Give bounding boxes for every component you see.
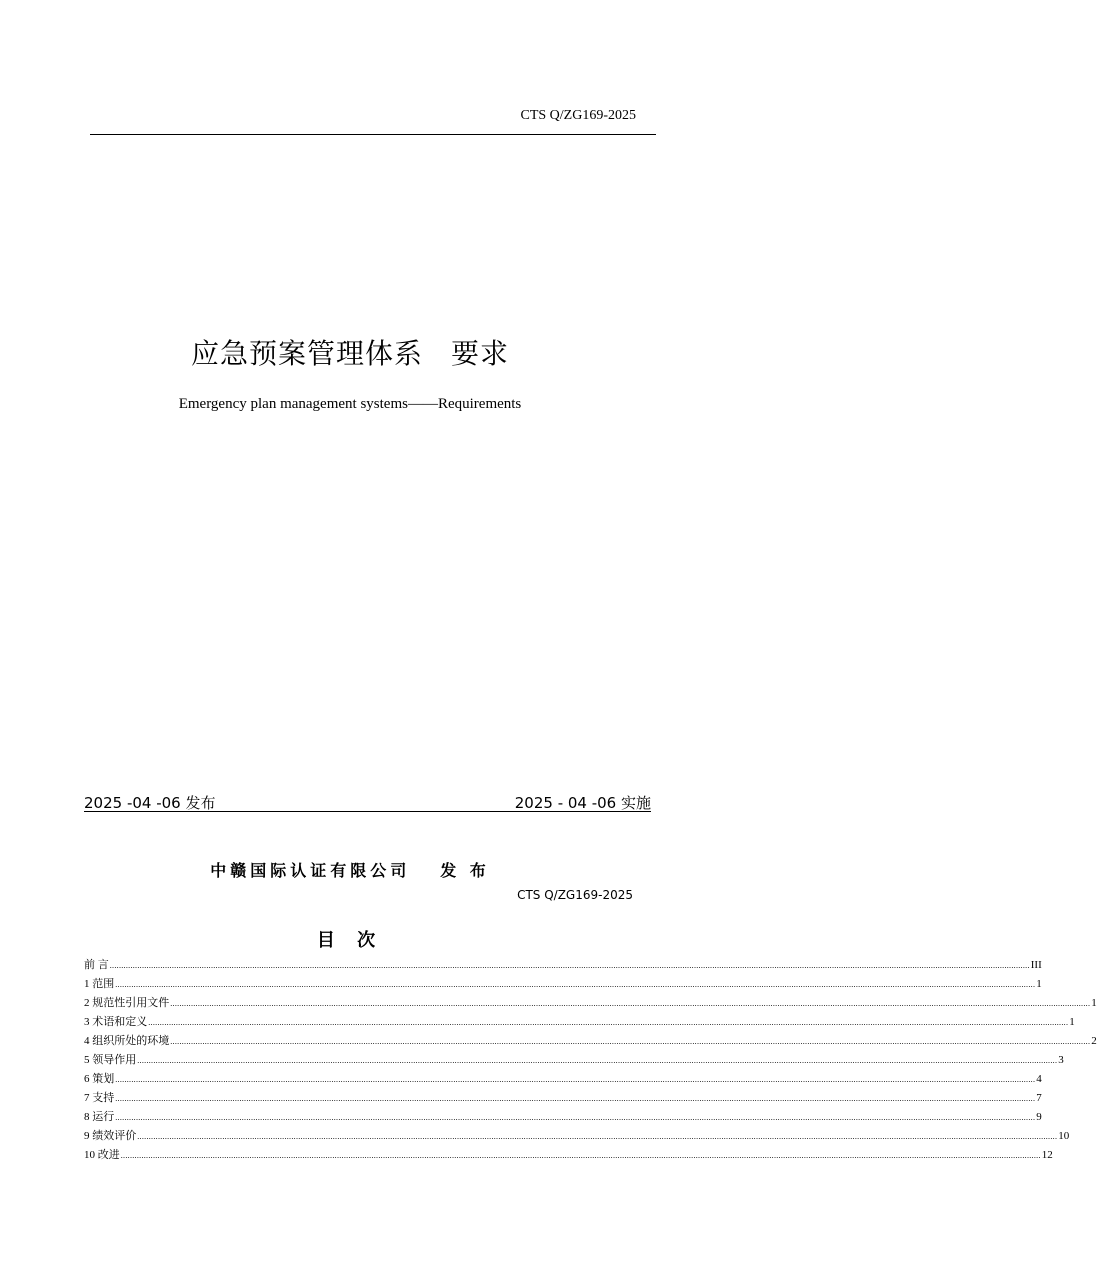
toc-entry-label: 5 领导作用 — [84, 1054, 137, 1066]
toc-title: 目 次 — [316, 930, 384, 951]
toc-leader-dots: ................................................................................................................................................................................................................................................................................................................................................................................................................ — [115, 1075, 1036, 1084]
title-cn-main: 应急预案管理体系 — [190, 337, 423, 370]
table-of-contents — [84, 956, 1097, 1165]
toc-entry[interactable] — [84, 1013, 1075, 1032]
toc-entry[interactable] — [84, 1070, 1042, 1089]
toc-entry-page: 4 — [1036, 1073, 1042, 1085]
toc-entry-label: 2 规范性引用文件 — [84, 997, 170, 1009]
toc-entry-label: 7 支持 — [84, 1092, 115, 1104]
toc-entry[interactable] — [84, 994, 1097, 1013]
toc-entry-label: 1 范围 — [84, 978, 115, 990]
toc-entry[interactable] — [84, 1146, 1053, 1165]
toc-leader-dots: ................................................................................................................................................................................................................................................................................................................................................................................................................ — [137, 1056, 1058, 1065]
toc-entry[interactable] — [84, 1127, 1070, 1146]
toc-entry[interactable] — [84, 956, 1042, 975]
toc-leader-dots: ................................................................................................................................................................................................................................................................................................................................................................................................................ — [109, 961, 1030, 970]
toc-leader-dots: ................................................................................................................................................................................................................................................................................................................................................................................................................ — [115, 980, 1036, 989]
toc-entry-page: III — [1030, 959, 1042, 971]
toc-leader-dots: ................................................................................................................................................................................................................................................................................................................................................................................................................ — [170, 1037, 1091, 1046]
issuer-name: 中赣国际认证有限公司 — [210, 861, 411, 880]
title-cn-sub: 要求 — [451, 337, 510, 370]
standard-code-header: CTS Q/ZG169-2025 — [520, 108, 636, 123]
issuer-line — [0, 858, 700, 881]
toc-entry-label: 8 运行 — [84, 1111, 115, 1123]
toc-entry[interactable] — [84, 1051, 1064, 1070]
issue-date: 2025 -04 -06 发布 — [84, 794, 216, 812]
toc-leader-dots: ................................................................................................................................................................................................................................................................................................................................................................................................................ — [170, 999, 1091, 1008]
toc-entry-page: 1 — [1091, 997, 1097, 1009]
toc-entry-label: 4 组织所处的环境 — [84, 1035, 170, 1047]
toc-entry-page: 2 — [1091, 1035, 1097, 1047]
toc-entry-page: 10 — [1058, 1130, 1070, 1142]
toc-leader-dots: ................................................................................................................................................................................................................................................................................................................................................................................................................ — [115, 1113, 1036, 1122]
toc-entry[interactable] — [84, 975, 1042, 994]
standard-code-issuer: CTS Q/ZG169-2025 — [517, 888, 633, 902]
toc-entry-label: 前 言 — [84, 959, 109, 971]
document-title-cn — [0, 332, 700, 372]
toc-entry[interactable] — [84, 1089, 1042, 1108]
toc-entry[interactable] — [84, 1108, 1042, 1127]
toc-entry[interactable] — [84, 1032, 1097, 1051]
toc-entry-label: 6 策划 — [84, 1073, 115, 1085]
toc-entry-label: 10 改进 — [84, 1149, 120, 1161]
toc-entry-page: 1 — [1036, 978, 1042, 990]
toc-entry-page: 3 — [1058, 1054, 1064, 1066]
implementation-date: 2025 - 04 -06 实施 — [514, 794, 651, 812]
toc-leader-dots: ................................................................................................................................................................................................................................................................................................................................................................................................................ — [120, 1151, 1041, 1160]
toc-entry-page: 12 — [1041, 1149, 1053, 1161]
toc-leader-dots: ................................................................................................................................................................................................................................................................................................................................................................................................................ — [137, 1132, 1058, 1141]
header-rule — [90, 134, 656, 135]
toc-entry-label: 3 术语和定义 — [84, 1016, 148, 1028]
issuer-action: 发 布 — [440, 861, 490, 880]
dates-rule — [84, 811, 651, 812]
toc-leader-dots: ................................................................................................................................................................................................................................................................................................................................................................................................................ — [148, 1018, 1069, 1027]
toc-entry-page: 7 — [1036, 1092, 1042, 1104]
toc-entry-page: 1 — [1069, 1016, 1075, 1028]
toc-entry-label: 9 绩效评价 — [84, 1130, 137, 1142]
toc-leader-dots: ................................................................................................................................................................................................................................................................................................................................................................................................................ — [115, 1094, 1036, 1103]
document-title-en: Emergency plan management systems——Requirements — [178, 396, 522, 412]
toc-entry-page: 9 — [1036, 1111, 1042, 1123]
